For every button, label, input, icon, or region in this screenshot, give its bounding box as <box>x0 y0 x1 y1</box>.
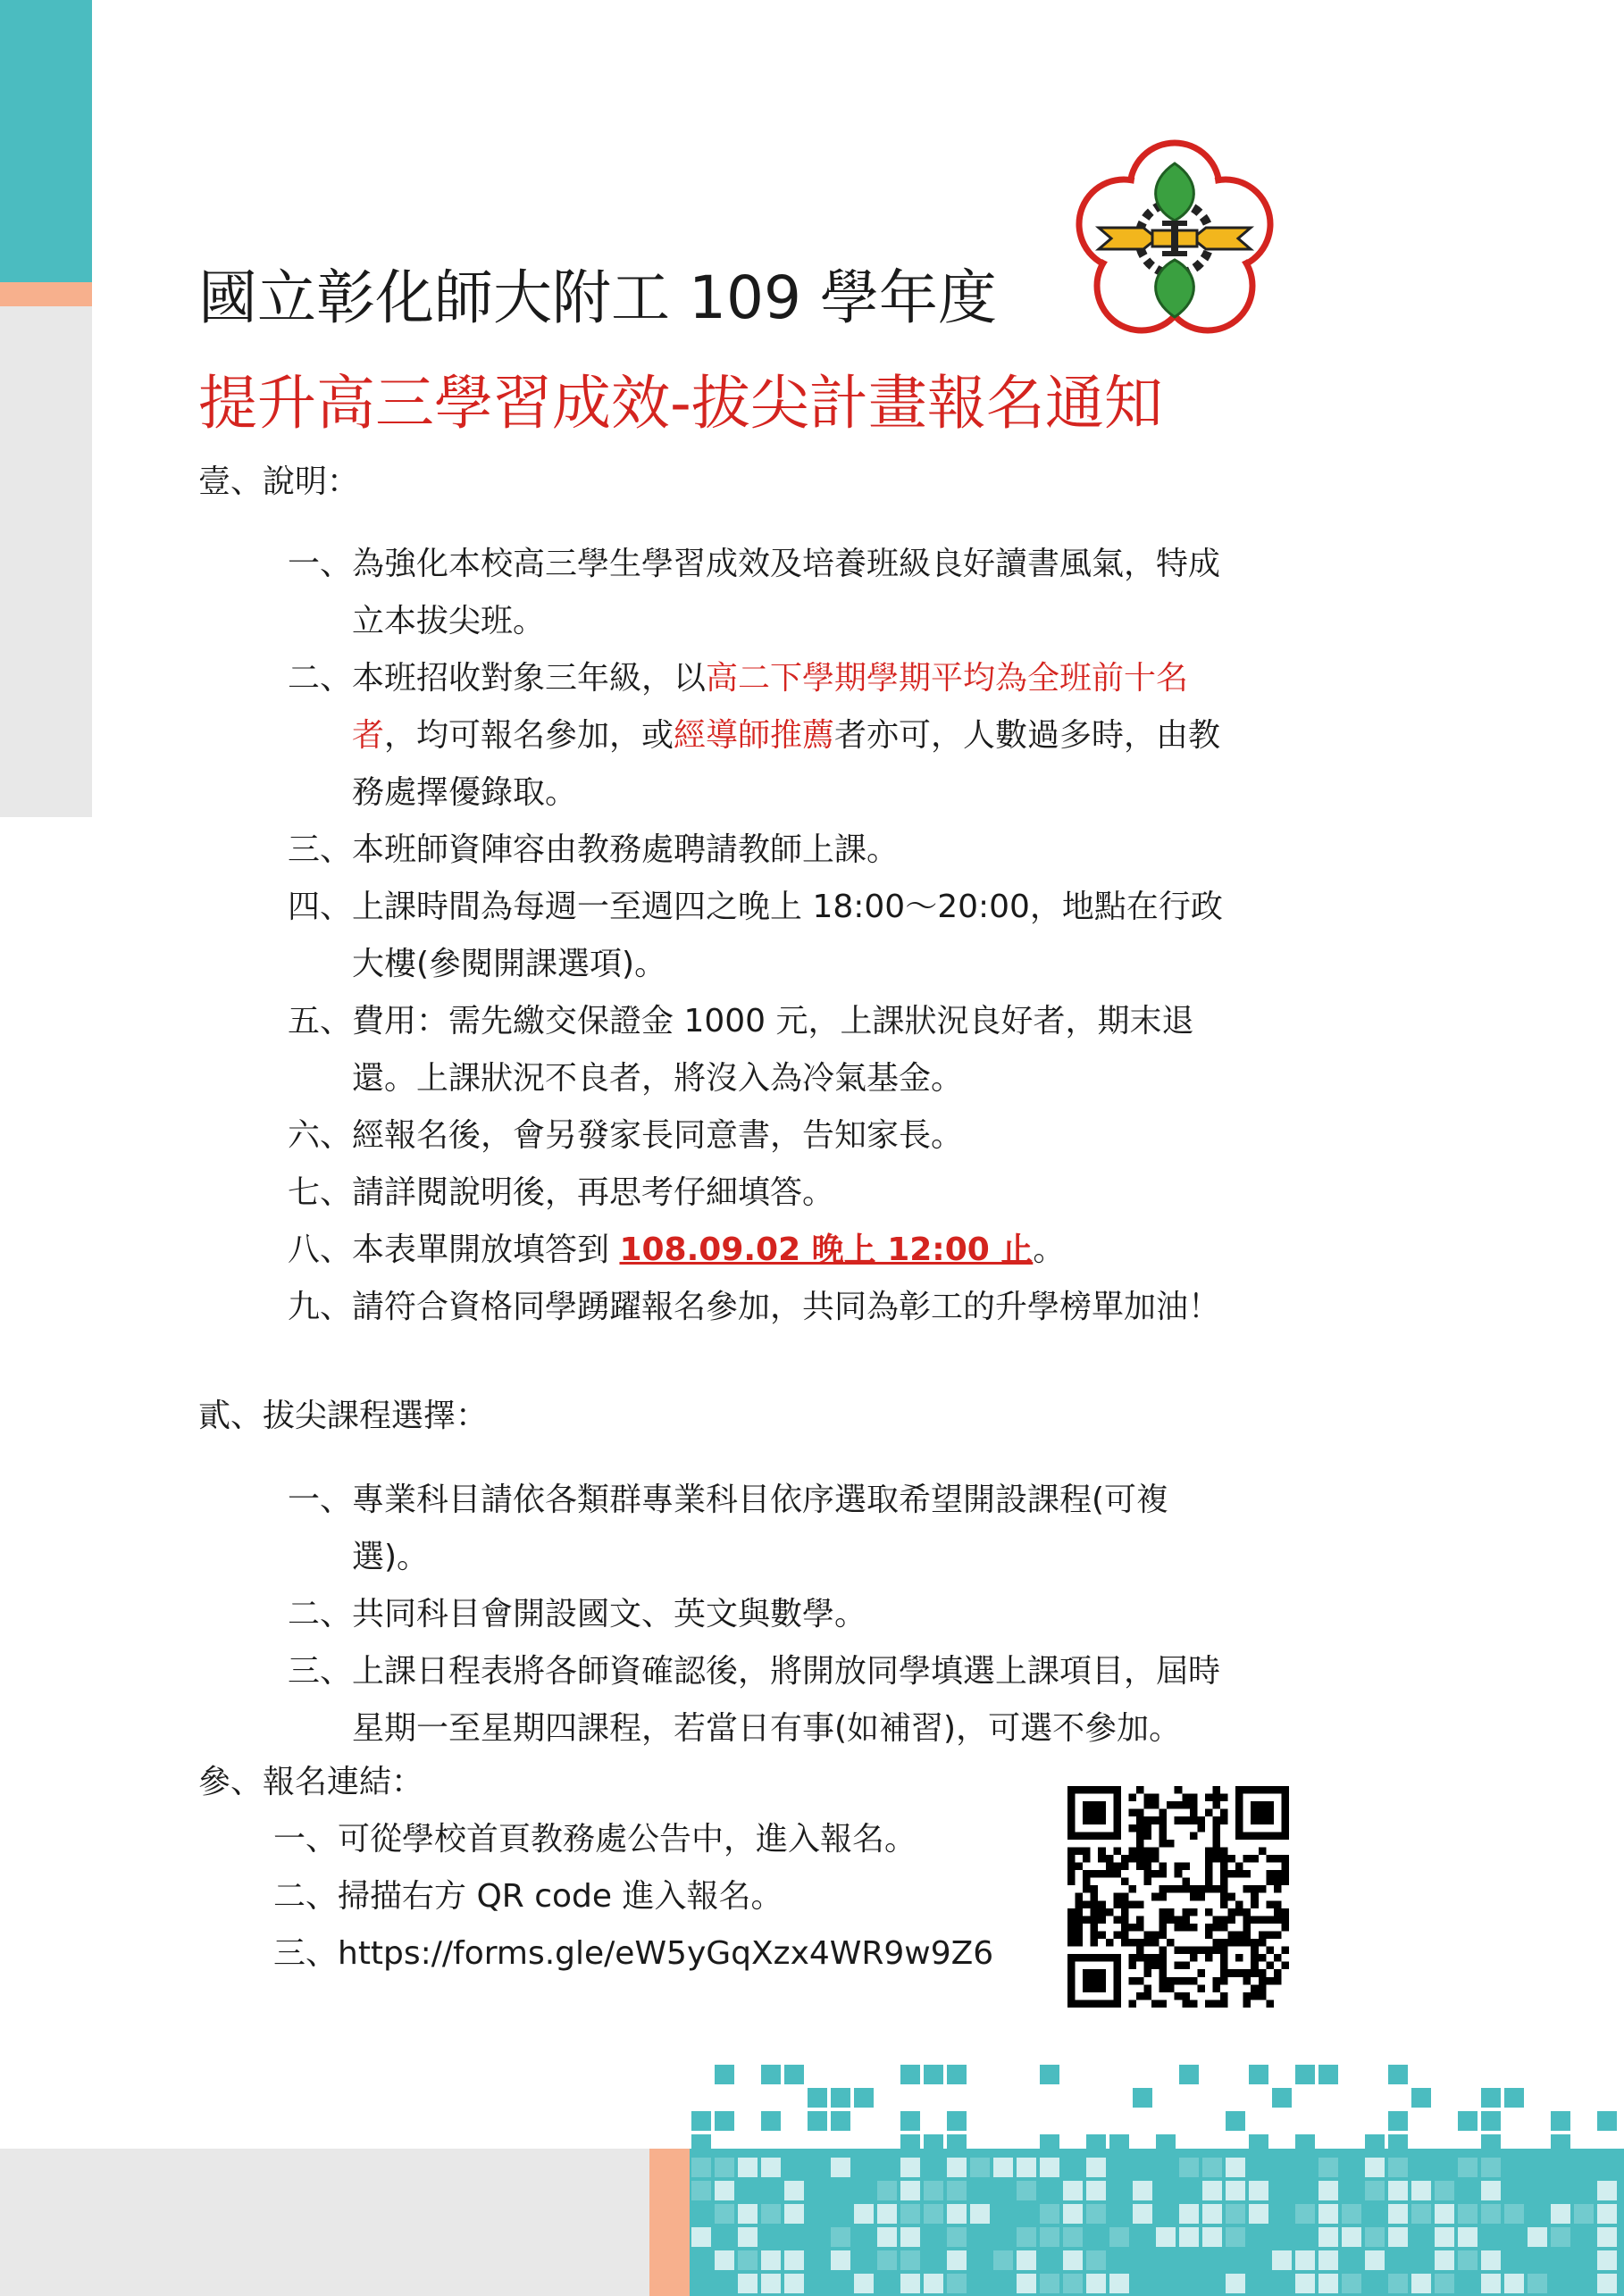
item-text: 上課日程表將各師資確認後，將開放同學填選上課項目，屆時星期一至星期四課程，若當日有事(如補習)，可選不參加。 <box>352 1653 1221 1747</box>
list-item <box>288 1107 1235 1165</box>
list-item <box>288 993 1235 1107</box>
item-text-part: 本班招收對象三年級，以 <box>352 660 707 697</box>
item-text: 上課時間為每週一至週四之晚上 18:00～20:00，地點在行政大樓(參閱開課選項)。 <box>352 889 1223 982</box>
item-text-part: ，均可報名參加，或 <box>384 717 674 754</box>
list-item <box>288 1472 1235 1586</box>
item-text <box>352 1222 1235 1279</box>
section-1-title: 壹、說明： <box>198 463 360 500</box>
page-subtitle: 提升高三學習成效-拔尖計畫報名通知 <box>198 369 1163 438</box>
left-grey-bar <box>0 306 92 817</box>
list-item <box>288 822 1235 879</box>
item-number: 一、 <box>288 546 353 582</box>
left-teal-bar <box>0 0 92 282</box>
bottom-grey-band <box>0 2149 649 2296</box>
item-number: 六、 <box>288 1117 353 1154</box>
bottom-peach-band <box>649 2149 690 2296</box>
registration-link[interactable]: 三、https://forms.gle/eW5yGqXzx4WR9w9Z6 <box>273 1935 994 1972</box>
school-emblem-icon <box>1072 138 1277 339</box>
item-text: 本班師資陣容由教務處聘請教師上課。 <box>352 831 900 868</box>
list-item <box>288 536 1235 650</box>
item-text-part: 者亦可，人數過多時，由教務處擇優錄取。 <box>352 717 1221 811</box>
item-number: 四、 <box>288 889 353 925</box>
item-number: 二、 <box>288 660 353 697</box>
list-item <box>288 1165 1235 1222</box>
left-peach-bar <box>0 282 92 306</box>
item-text: 為強化本校高三學生學習成效及培養班級良好讀書風氣，特成立本拔尖班。 <box>352 546 1221 639</box>
item-text: 請符合資格同學踴躍報名參加，共同為彰工的升學榜單加油！ <box>352 1289 1221 1325</box>
item-text: 專業科目請依各類群專業科目依序選取希望開設課程(可複選)。 <box>352 1482 1169 1575</box>
item-text-part: 本表單開放填答到 <box>352 1231 620 1268</box>
item-text: 共同科目會開設國文、英文與數學。 <box>352 1596 867 1632</box>
item-number: 五、 <box>288 1003 353 1039</box>
list-item <box>288 1586 1235 1643</box>
item-number: 二、 <box>288 1596 353 1632</box>
item-text: 經報名後，會另發家長同意書，告知家長。 <box>352 1117 964 1154</box>
section-3-title: 參、報名連結： <box>198 1764 424 1800</box>
item-text: 請詳閱說明後，再思考仔細填答。 <box>352 1174 835 1211</box>
list-item <box>288 1643 1235 1757</box>
list-item: 一、可從學校首頁教務處公告中，進入報名。 <box>273 1821 917 1858</box>
item-text: 費用：需先繳交保證金 1000 元，上課狀況良好者，期末退還。上課狀況不良者，將沒入為冷氣基金。 <box>352 1003 1194 1097</box>
list-item <box>288 879 1235 993</box>
highlight-eligibility: 高二下學期學期平均為全班前十名者 <box>352 660 1189 754</box>
page-title: 國立彰化師大附工 109 學年度 <box>198 263 997 332</box>
highlight-recommendation: 經導師推薦 <box>674 717 835 754</box>
pixel-grid-decoration <box>690 2063 1624 2296</box>
item-number: 一、 <box>288 1482 353 1518</box>
item-number: 三、 <box>288 1653 353 1690</box>
item-number: 七、 <box>288 1174 353 1211</box>
list-item: 二、掃描右方 QR code 進入報名。 <box>273 1878 783 1915</box>
item-number: 八、 <box>288 1231 353 1268</box>
list-item <box>288 1279 1235 1336</box>
deadline-highlight: 108.09.02 晚上 12:00 止 <box>619 1231 1034 1268</box>
qr-code-icon[interactable] <box>1067 1786 1289 2008</box>
section-2-title: 貳、拔尖課程選擇： <box>198 1398 489 1434</box>
item-number: 三、 <box>288 831 353 868</box>
item-text-part: 。 <box>1033 1231 1066 1268</box>
list-item <box>288 650 1235 822</box>
item-number: 九、 <box>288 1289 353 1325</box>
list-item <box>288 1222 1235 1279</box>
item-text <box>352 650 1235 822</box>
